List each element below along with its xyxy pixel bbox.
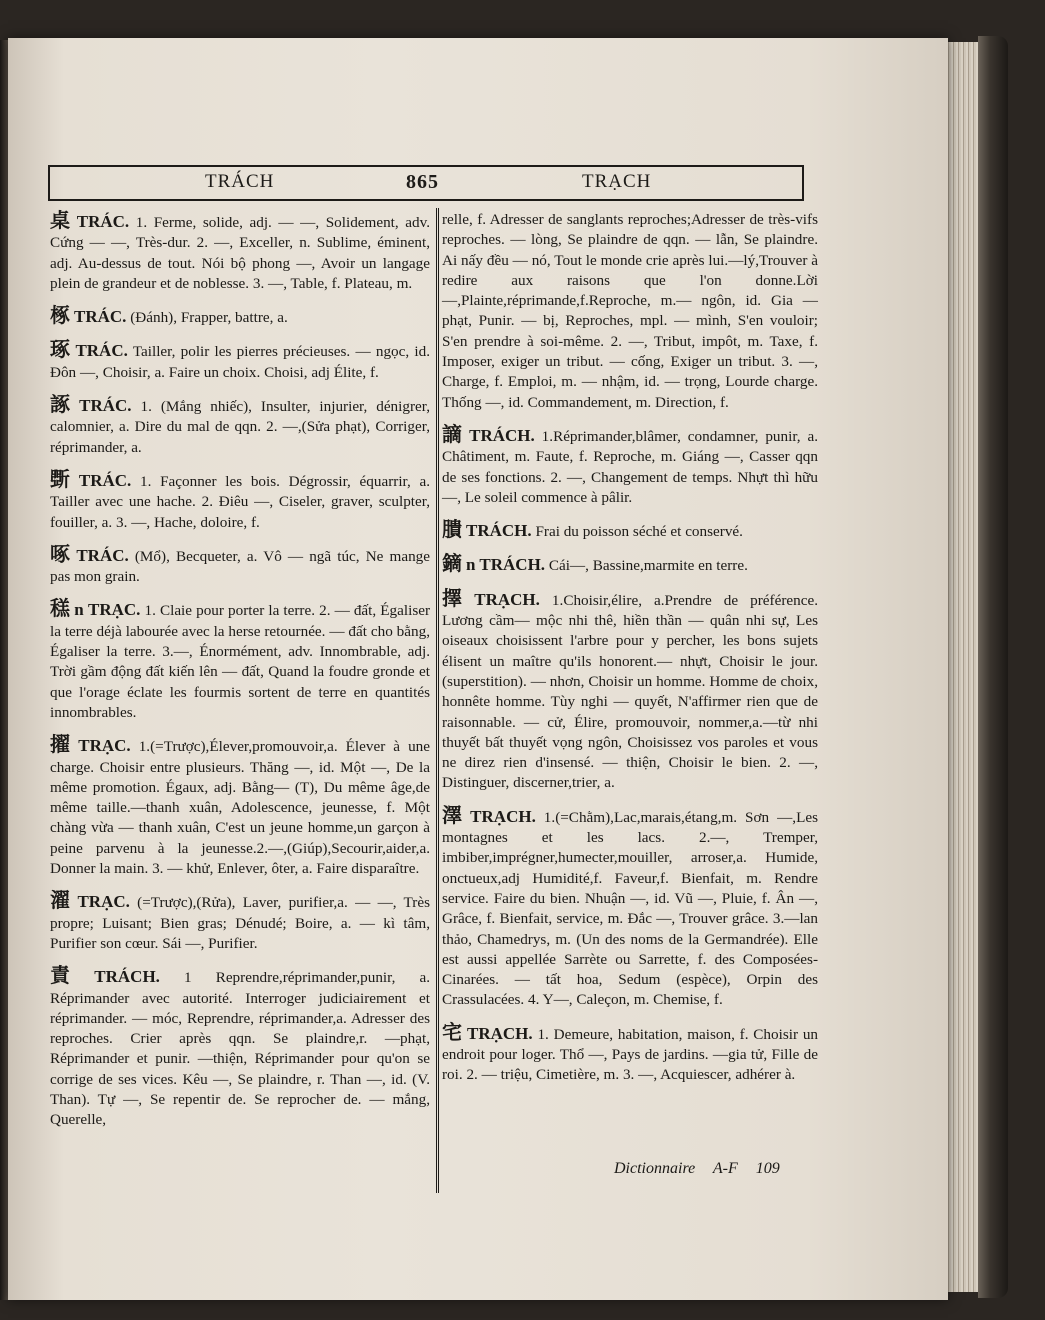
dictionary-entry — [50, 598, 430, 723]
entry-definition: 1.Choisir,élire, a.Prendre de préférence. Lương cầm— mộc nhi thê, hiền thần — quân nhi sự, Les oiseaux choisissent l'arbre pour y percher, les bons sujets élisent un maître qu'ils honorent.— nhựt, Choisir le jour. (superstition). — nhơn, Choisir un homme. Homme de choix, honnête homme. Tùy nghi — quyết, N'affirmer rien que de raisonnable. — cử, Élire, promouvoir, nommer,a.—từ nhi thuyết bất thuyết vọng ngôn, Choisissez vos paroles et vous ne direz rien d'insensé. — thiện, Choisir le bien. 2. —, Distinguer, discerner,trier, a. — [442, 591, 819, 792]
dictionary-entry — [442, 802, 818, 1011]
entry-headword: TRÁC. — [74, 307, 127, 327]
dictionary-entry — [50, 890, 430, 954]
entry-character: 啄 — [50, 541, 73, 566]
running-header — [48, 165, 804, 201]
entry-definition: 1. Façonner les bois. Dégrossir, équarrir, a. Tailler avec une hache. 2. Điêu —, Ciseler, graver, sculpter, fouiller, a. 3. —, Hache, doloire, f. — [50, 472, 431, 531]
entry-definition: (Đánh), Frapper, battre, a. — [130, 309, 288, 327]
entry-headword: TRẠCH. — [467, 1023, 533, 1043]
footer-sheet: 109 — [755, 1160, 780, 1177]
header-right-word: TRẠCH — [582, 171, 652, 192]
entry-character: 責 — [50, 963, 91, 988]
entry-character: 濯 — [50, 888, 74, 913]
dictionary-entry — [50, 541, 431, 588]
dictionary-entry — [50, 305, 430, 328]
entry-headword: TRẠC. — [78, 736, 131, 756]
dictionary-entry — [442, 210, 818, 413]
entry-headword: TRÁC. — [75, 341, 128, 361]
entry-definition: Tailler, polir les pierres précieuses. — ngọc, id. Đôn —, Choisir, a. Faire un choix. Choisi, adj Élite, f. — [50, 343, 430, 381]
entry-headword: TRÁC. — [78, 470, 132, 490]
entry-headword: TRẠCH. — [474, 589, 540, 609]
dictionary-entry — [442, 585, 819, 794]
entry-headword: TRÁCH. — [466, 521, 532, 541]
entry-character: 桌 — [50, 208, 73, 232]
entry-definition: (Mổ), Becqueter, a. Vô — ngã túc, Ne mange pas mon grain. — [50, 547, 431, 586]
entry-headword: n TRÁCH. — [466, 555, 546, 575]
dictionary-entry — [442, 1019, 819, 1086]
entry-character: 椓 — [50, 303, 70, 328]
entry-headword: TRÁC. — [76, 545, 129, 565]
column-divider — [436, 208, 439, 1193]
entry-definition: Frai du poisson séché et conservé. — [535, 523, 743, 541]
entry-headword: TRÁCH. — [469, 425, 535, 445]
dictionary-entry — [442, 421, 819, 508]
entry-character: 擇 — [442, 585, 471, 610]
footer-section: A-F — [712, 1160, 738, 1177]
entry-definition: 1. Ferme, solide, adj. — —, Solidement, adv. Cứng — —, Très-dur. 2. —, Exceller, n. Sublime, éminent, adj. Au-dessus de tout. Nói bộ phong —, Avoir un langage plein de grandeur et de noblesse. 3. —, Table, f. Plateau, m. — [50, 214, 430, 292]
dictionary-entry — [50, 339, 430, 383]
dictionary-entry — [50, 965, 430, 1130]
entry-headword: TRÁC. — [76, 212, 130, 231]
entry-character: 膭 — [442, 517, 462, 542]
entry-headword: TRÁCH. — [94, 967, 160, 987]
entry-definition: 1. Claie pour porter la terre. 2. — đất, Égaliser la terre déjà labourée avec la herse retournée. — đất cho bằng, Égaliser la terre. 3.—, Énormément, adv. Innombrable, adj. Trời gầm động đất kiến lên — đất, Quand la foudre gronde et que l'orage éclate les fourmis sortent de terre en quantités innombrables. — [50, 602, 431, 721]
entry-definition: 1.Réprimander,blâmer, condamner, punir, a. Châtiment, m. Faute, f. Reproche, m. Giáng —, Casser qqn de ses fonctions. 2. —, Changement de temps. Nhựt thì hữu —, Le soleil commence à pâlir. — [442, 427, 819, 506]
entry-headword: TRẠC. — [77, 892, 130, 912]
entry-character: 琢 — [50, 337, 72, 362]
page-edges — [946, 42, 980, 1292]
entry-definition: 1.(=Trược),Élever,promouvoir,a. Élever à une charge. Choisir entre plusieurs. Thăng —, id. Một —, De la même promotion. Égaux, adj. Bằng— (T), Du même âge,de même taille.—thanh xuân, Adolescence, jeunesse, f. Một chàng vừa — thanh xuân, C'est un jeune homme,un garçon à peine parvenu à la jeunesse.2.—,(Giúp),Secourir,aider,a. Donner la main. 3. — khử, Enlever, ôter, a. Faire disparaître. — [50, 738, 430, 878]
entry-headword: TRẠCH. — [470, 806, 536, 826]
entry-definition: 1. Demeure, habitation, maison, f. Choisir un endroit pour loger. Thổ —, Pays de jardins. —gia tử, Fille de roi. 2. — triệu, Cimetière, m. 3. —, Acquiescer, adhérer à. — [442, 1025, 819, 1084]
dictionary-entry — [50, 734, 430, 879]
entry-character: 擢 — [50, 732, 75, 757]
book-cover-edge — [978, 36, 1008, 1298]
dictionary-entry — [50, 210, 430, 294]
right-column — [442, 210, 818, 1097]
entry-character: 謫 — [442, 421, 466, 446]
entry-character: 諑 — [50, 392, 76, 417]
entry-character: 鏑 — [442, 551, 462, 576]
entry-character: 䅵 — [50, 596, 71, 621]
entry-definition: Cái—, Bassine,marmite en terre. — [548, 557, 748, 575]
dictionary-entry — [442, 519, 818, 542]
footer-title: Dictionnaire — [614, 1160, 696, 1177]
page-footer — [614, 1160, 794, 1178]
entry-headword: n TRẠC. — [74, 600, 141, 620]
entry-character: 斲 — [50, 466, 75, 491]
page-number: 865 — [406, 171, 439, 193]
header-left-word: TRÁCH — [205, 171, 275, 192]
entry-headword: TRÁC. — [79, 396, 132, 416]
entry-character: 宅 — [442, 1019, 463, 1044]
entry-definition: 1.(=Chằm),Lac,marais,étang,m. Sơn —,Les montagnes et les lacs. 2.—, Tremper, imbiber,imprégner,humecter,mouiller, arroser,a. Humide, onctueux,adj Humidité,f. Faveur,f. Bienfait, m. Rendre service. Faire du bien. Nhuận —, id. Vũ —, Pluie, f. Ân —, Grâce, f. Bienfait, service, m. Đắc —, Trouver grâce. 3.—lan thảo, Chamedrys, m. (Un des noms de la Germandrée). Elle est aussi appellée Sarrète ou Sarrette, f. des Composées-Cinarées. — tất hoa, Sedum (espèce), Orpin des Crassulacées. 4. Y—, Caleçon, m. Chemise, f. — [442, 808, 818, 1009]
entry-definition: relle, f. Adresser de sanglants reproches;Adresser de très-vifs reproches. — lòng, Se plaindre de qqn. — lẫn, Se plaindre. Ai nấy đều — nó, Tout le monde crie après lui.—lý,Trouver à redire aux raisons que l'on donne.Lời—,Plainte,réprimande,f.Reproche, m.— ngôn, id. Gia — phạt, Punir. — bị, Reproches, mpl. — mình, S'en vouloir; S'en prendre à soi-même. 2. —, Tribut, impôt, m. Taxe, f. Imposer, exiger un tribut. — cống, Exiger un tribut. 3. —, Charge, f. Emploi, m. — nhậm, id. — trọng, Lourde charge. Thống —, id. Commandement, m. Direction, f. — [442, 211, 818, 411]
left-column — [50, 210, 430, 1142]
entry-character: 澤 — [442, 802, 467, 827]
entry-definition: 1. (Mắng nhiếc), Insulter, injurier, dénigrer, calomnier, a. Dire du mal de qqn. 2. —,(Sửa phạt), Corriger, réprimander, a. — [50, 398, 431, 456]
dictionary-entry — [50, 466, 431, 533]
dictionary-entry — [50, 394, 430, 458]
entry-definition: 1 Reprendre,réprimander,punir, a. Réprimander avec autorité. Interroger judiciairement et réprimander. — móc, Reprendre, réprimander,a. Adresser des reproches. Crier après qqn. Se plaindre,r. —phạt, Réprimander et punir. —thiện, Réprimander pour qu'on se corrige de ses vices. Kêu —, Se plaindre, r. Than —, id. (V. Than). Tự —, Se repentir de. Se reprocher de. — mắng, Querelle, — [50, 969, 430, 1129]
dictionary-entry — [442, 553, 818, 576]
entry-definition: (=Trược),(Rửa), Laver, purifier,a. — —, Très propre; Luisant; Bien gras; Dénudé; Boire, a. — kì tâm, Purifier son cœur. Sái —, Purifier. — [50, 894, 430, 952]
